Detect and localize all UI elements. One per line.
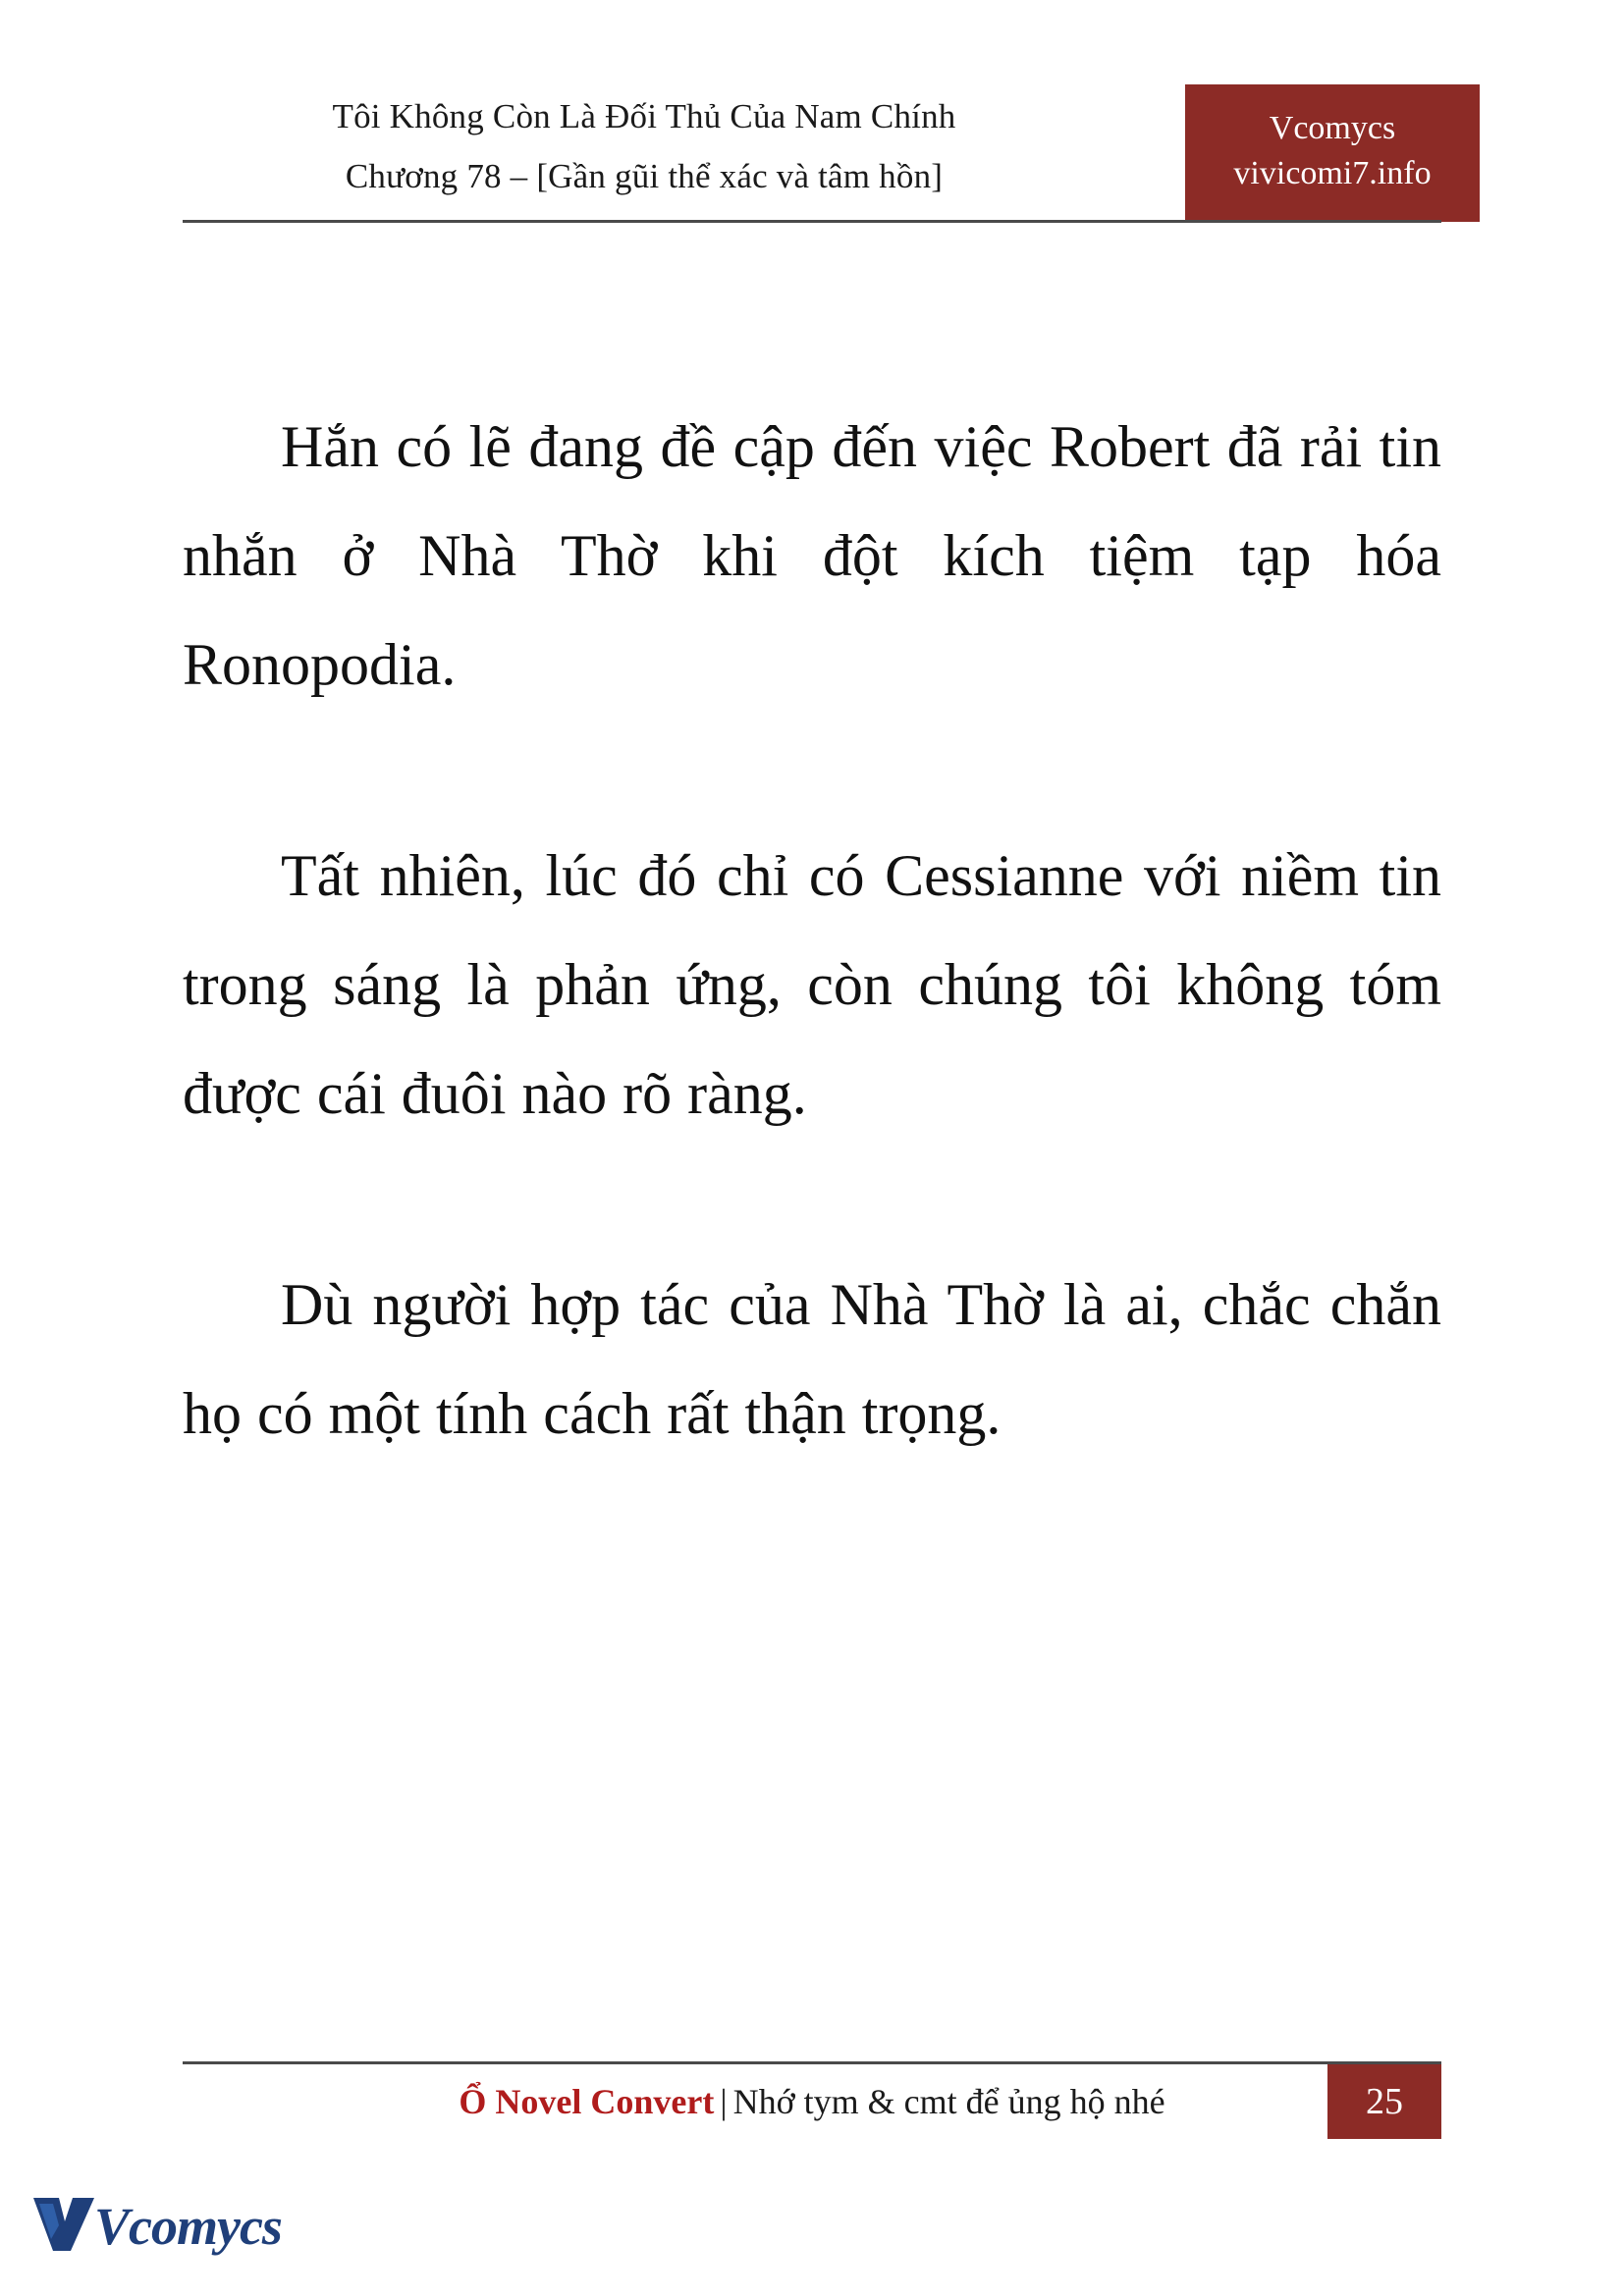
footer-brand: Ổ Novel Convert: [459, 2082, 715, 2121]
footer-message: Nhớ tym & cmt để ủng hộ nhé: [732, 2082, 1165, 2121]
header-divider: [183, 220, 1441, 223]
footer-separator: |: [720, 2082, 728, 2121]
paragraph: Hắn có lẽ đang đề cập đến việc Robert đã rải tin nhắn ở Nhà Thờ khi đột kích tiệm tạp hóa Ronopodia.: [183, 414, 1441, 697]
footer-note: [459, 2064, 1164, 2139]
footer-content: [183, 2064, 1441, 2139]
paragraph: Dù người hợp tác của Nhà Thờ là ai, chắc chắn họ có một tính cách rất thận trọng.: [183, 1272, 1441, 1446]
brand-badge-name: Vcomycs: [1269, 110, 1396, 146]
brand-badge: [1185, 84, 1480, 222]
vcomycs-logo-icon: [29, 2192, 98, 2257]
brand-badge-url: vivicomi7.info: [1233, 155, 1432, 191]
page-header-inner: [183, 86, 1441, 212]
paragraph: Tất nhiên, lúc đó chỉ có Cessianne với niềm tin trong sáng là phản ứng, còn chúng tôi không tóm được cái đuôi nào rõ ràng.: [183, 843, 1441, 1126]
header-title-line1: Tôi Không Còn Là Đối Thủ Của Nam Chính: [332, 97, 956, 135]
header-title-line2: Chương 78 – [Gần gũi thể xác và tâm hồn]: [345, 157, 944, 195]
header-title: [183, 86, 1106, 206]
page-content: [183, 393, 1441, 1468]
page-footer: [183, 2061, 1441, 2169]
watermark-text: Vcomycs: [94, 2197, 282, 2256]
page-number-badge: 25: [1327, 2064, 1441, 2139]
watermark-logo: [29, 2188, 282, 2272]
page-header: [183, 86, 1441, 212]
